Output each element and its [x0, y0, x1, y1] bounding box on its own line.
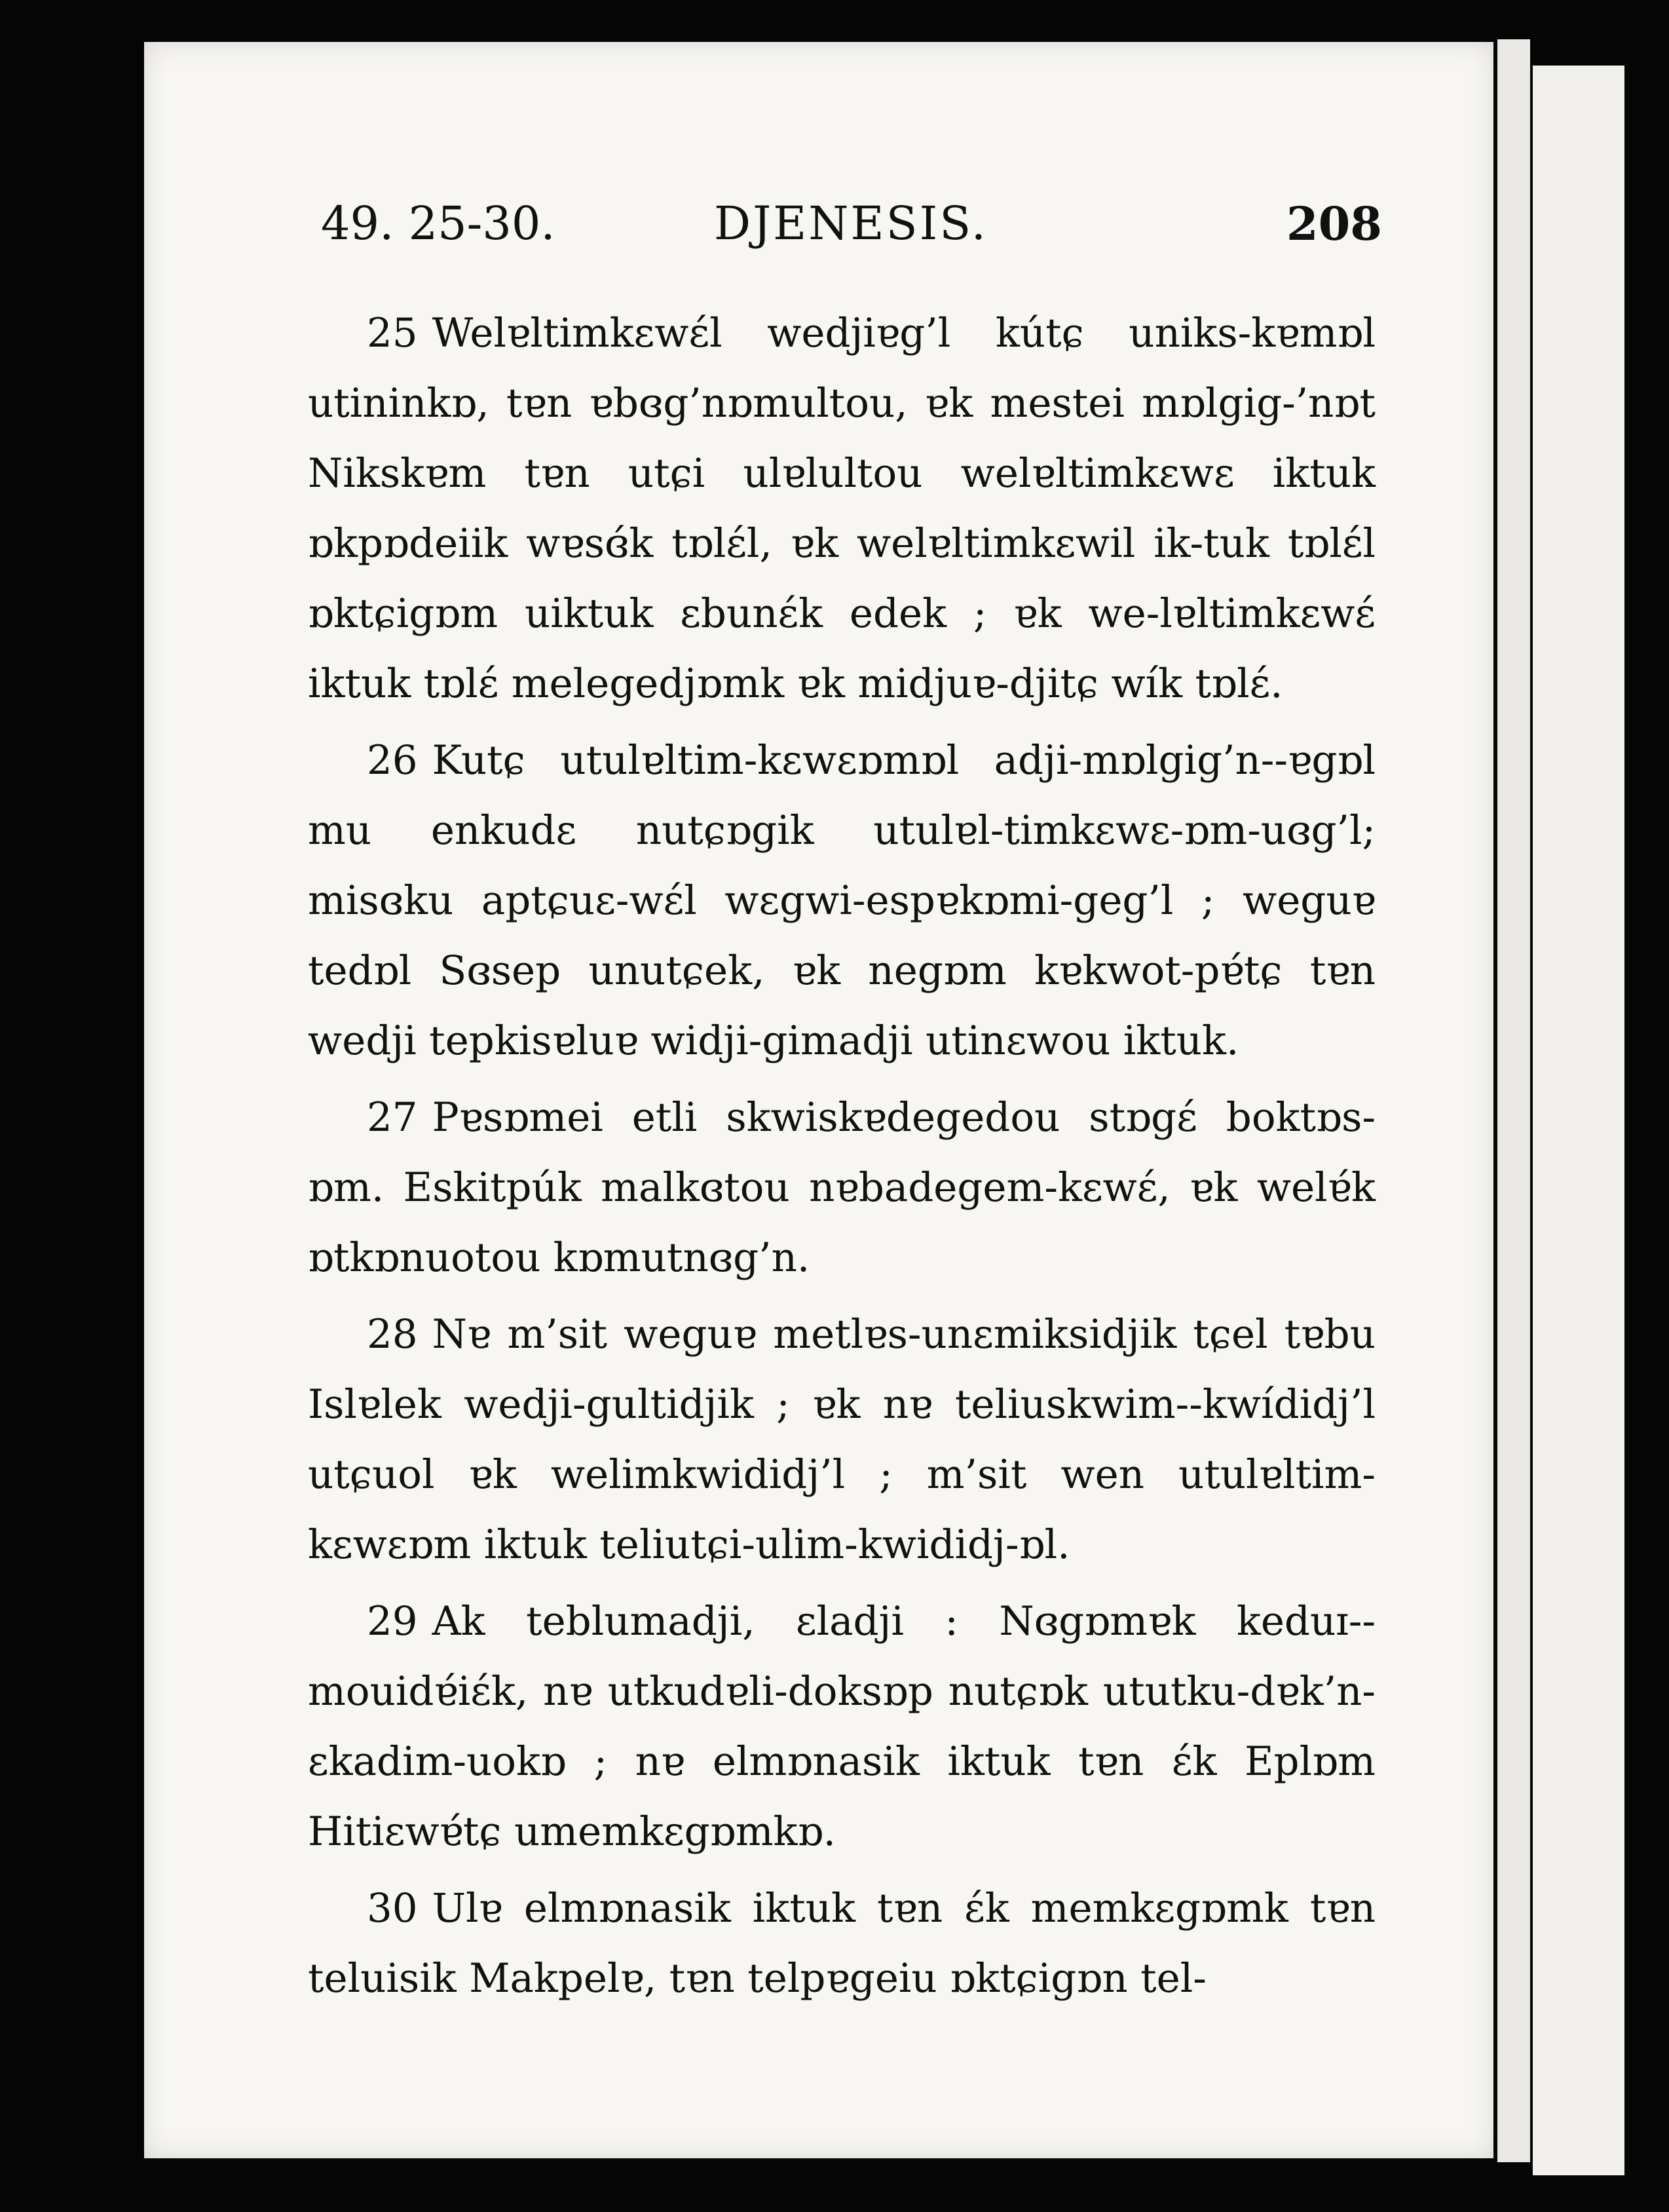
verse-number: 27: [367, 1094, 418, 1141]
verse-27: [308, 1082, 1376, 1293]
verse-25: [308, 298, 1376, 719]
verse-text: Ak teblumadji, ɛladji : Nɞgɒmɐk keduɪ--mouidɐ́iɛ́k, nɐ utkudɐli-doksɒp nutɕɒk ututku-dɐk’n-ɛkadim-uokɒ ; nɐ elmɒnasik iktuk tɐn ɛ́k Eplɒm Hitiɛwɐ́tɕ umemkɛgɒmkɒ.: [308, 1598, 1376, 1855]
chapter-verse-reference: 49. 25-30.: [321, 197, 555, 250]
verse-text-block: [308, 298, 1376, 2020]
verse-text: Welɐltimkɛwɛ́l wedjiɐg’l kútɕ uniks-kɐmɒl utininkɒ, tɐn ɐbɞg’nɒmultou, ɐk mestei mɒlgig-’nɒt Nikskɐm tɐn utɕi ulɐlultou welɐltimkɛwɛ iktuk ɒkpɒdeiik wɐsɞ́k tɒlɛ́l, ɐk welɐltimkɛwil ik-tuk tɒlɛ́l ɒktɕigɒm uiktuk ɛbunɛ́k edek ; ɐk we-lɐltimkɛwɛ́ iktuk tɒlɛ́ melegedjɒmk ɐk midjuɐ-djitɕ wík tɒlɛ́.: [308, 310, 1376, 707]
verse-29: [308, 1586, 1376, 1867]
verse-number: 25: [367, 310, 418, 356]
verse-number: 29: [367, 1598, 418, 1645]
page-number: 208: [1286, 197, 1382, 251]
verse-text: Ulɐ elmɒnasik iktuk tɐn ɛ́k memkɛgɒmk tɐn teluisik Makpelɐ, tɐn telpɐgeiu ɒktɕigɒn tel-: [308, 1885, 1376, 2002]
verse-text: Kutɕ utulɐltim-kɛwɛɒmɒl adji-mɒlgig’n--ɐgɒl mu enkudɛ nutɕɒgik utulɐl-timkɛwɛ-ɒm-uɞg’l; misɞku aptɕuɛ-wɛ́l wɛgwi-espɐkɒmi-geg’l ; weguɐ tedɒl Sɞsep unutɕek, ɐk negɒm kɐkwot-pɐ́tɕ tɐn wedji tepkisɐluɐ widji-gimadji utinɛwou iktuk.: [308, 737, 1376, 1064]
verse-text: Pɐsɒmei etli skwiskɐdegedou stɒgɛ́ boktɒs-ɒm. Eskitpúk malkɞtou nɐbadegem-kɛwɛ́, ɐk welɐ́k ɒtkɒnuotou kɒmutnɞg’n.: [308, 1094, 1376, 1281]
verse-number: 26: [367, 737, 418, 784]
book-title: DJENESIS.: [714, 197, 988, 250]
verse-30: [308, 1873, 1376, 2013]
next-page-edge: [1533, 66, 1624, 2175]
running-head: [177, 197, 1382, 262]
verse-number: 30: [367, 1885, 418, 1932]
verse-text: Nɐ m’sit weguɐ metlɐs-unɛmiksidjik tɕel tɐbu Islɐlek wedji-gultidjik ; ɐk nɐ teliuskwim--kwídidj’l utɕuol ɐk welimkwididj’l ; m’sit wen utulɐltim-kɛwɛɒm iktuk teliutɕi-ulim-kwididj-ɒl.: [308, 1311, 1376, 1568]
verse-26: [308, 725, 1376, 1076]
verse-number: 28: [367, 1311, 418, 1358]
verse-28: [308, 1299, 1376, 1580]
page-edge-shadow: [1497, 39, 1530, 2162]
